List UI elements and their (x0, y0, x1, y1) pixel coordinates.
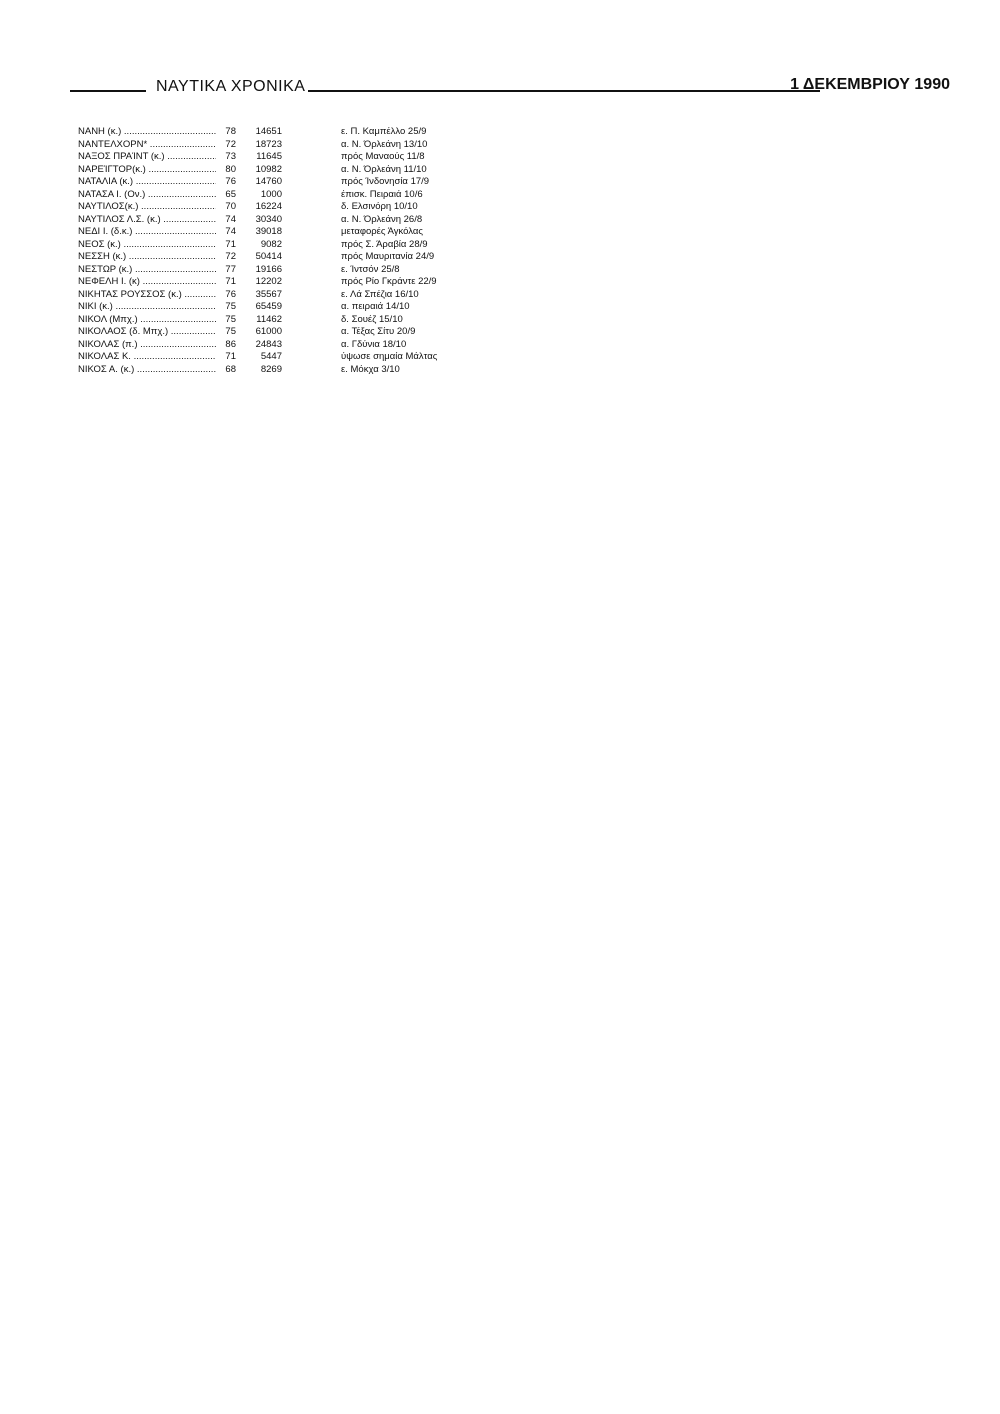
ship-tonnage: 9082 (260, 238, 282, 250)
ship-position-note: πρός Μαναούς 11/8 (341, 151, 425, 162)
ship-name: ΝΕΟΣ (κ.) ..... (78, 239, 216, 252)
ship-name: ΝΕΦΕΛΗ Ι. (κ) ..... (78, 276, 216, 289)
ship-name: ΝΙΚΗΤΑΣ ΡΟΥΣΣΟΣ (κ.) ..... (78, 289, 216, 302)
ship-row (78, 364, 288, 377)
ship-name: ΝΑΞΟΣ ΠΡΑΊΝΤ (κ.) ..... (78, 151, 216, 164)
ship-position-note: ύψωσε σημαία Μάλτας (341, 351, 438, 362)
ship-row (78, 226, 288, 239)
ship-position-note: α. Ν. Όρλεάνη 11/10 (341, 163, 427, 175)
ship-tonnage: 39018 (255, 226, 282, 237)
ship-tonnage: 1000 (260, 188, 282, 200)
ship-name: ΝΙΚΙ (κ.) ..... (78, 301, 216, 314)
ship-name: ΝΑΝΤΕΛΧΟΡΝ* ..... (78, 139, 216, 152)
ship-name: ΝΙΚΟΛ (Μπχ.) ..... (78, 314, 216, 327)
ship-year: 74 (225, 213, 236, 225)
ship-name: ΝΕΣΤΩΡ (κ.) ..... (78, 264, 216, 277)
ship-position-note: πρός Ρίο Γκράντε 22/9 (341, 276, 437, 287)
ship-position-note: πρός Μαυριτανία 24/9 (341, 251, 435, 262)
ship-tonnage: 5447 (260, 351, 282, 362)
ship-year: 78 (225, 126, 236, 137)
ship-name: ΝΑΥΤΙΛΟΣ Λ.Σ. (κ.) ..... (78, 214, 216, 227)
ship-tonnage: 50414 (255, 251, 282, 262)
ship-notes-left (341, 126, 501, 376)
ship-tonnage: 61000 (255, 326, 282, 337)
ship-position-note: έπισκ. Πειραιά 10/6 (341, 188, 423, 200)
ship-year: 77 (225, 263, 236, 275)
ship-name: ΝΕΣΣΗ (κ.) ..... (78, 251, 216, 264)
ship-year: 68 (225, 363, 236, 375)
ship-position-note: α. Ν. Όρλεάνη 26/8 (341, 213, 423, 225)
ship-year: 70 (225, 201, 236, 212)
issue-date: 1 ΔΕΚΕΜΒΡΙΟΥ 1990 (790, 76, 950, 93)
ship-tonnage: 14760 (255, 176, 282, 187)
ship-tonnage: 11645 (256, 151, 282, 162)
ship-name: ΝΙΚΟΛΑΟΣ (δ. Μπχ.) ..... (78, 326, 216, 339)
ship-row (78, 351, 288, 364)
header-rule-middle (308, 90, 820, 92)
ship-row (78, 189, 288, 202)
ship-year: 72 (225, 251, 236, 262)
ship-row (78, 176, 288, 189)
page-header (70, 78, 950, 102)
ship-tonnage: 19166 (255, 263, 282, 275)
ship-name: ΝΙΚΟΣ Α. (κ.) ..... (78, 364, 216, 377)
ship-row (78, 289, 288, 302)
ship-row (78, 326, 288, 339)
header-rule-left (70, 90, 146, 92)
ship-name: ΝΕΔΙ Ι. (δ.κ.) ..... (78, 226, 216, 239)
ship-row (78, 214, 288, 227)
ship-year: 71 (225, 238, 236, 250)
ship-year: 72 (225, 138, 236, 150)
ship-tonnage: 24843 (255, 338, 282, 350)
ship-position-note: α. πειραιά 14/10 (341, 301, 410, 312)
ship-row (78, 264, 288, 277)
ship-name: ΝΑΤΑΣΑ Ι. (Ον.) ..... (78, 189, 216, 202)
ship-position-note: α. Τέξας Σίτυ 20/9 (341, 326, 416, 337)
ship-tonnage: 8269 (260, 363, 282, 375)
ship-tonnage: 10982 (255, 163, 282, 175)
ship-position-note: δ. Σουέζ 15/10 (341, 313, 403, 325)
ship-position-note: πρός Σ. Άραβία 28/9 (341, 238, 428, 250)
ship-position-note: ε. Λά Σπέζια 16/10 (341, 288, 419, 300)
ship-year: 86 (225, 338, 236, 350)
ship-position-note: ε. Ίντσόν 25/8 (341, 263, 400, 275)
ship-tonnage: 14651 (255, 126, 282, 137)
ship-row (78, 239, 288, 252)
ship-name: ΝΑΝΗ (κ.) ..... (78, 126, 216, 139)
ship-row (78, 164, 288, 177)
ship-listing-left (78, 126, 288, 376)
ship-position-note: ε. Π. Καμπέλλο 25/9 (341, 126, 427, 137)
ship-position-note: πρός Ίνδονησία 17/9 (341, 176, 430, 187)
ship-year: 80 (225, 163, 236, 175)
ship-year: 76 (225, 288, 236, 300)
ship-position-note: ε. Μόκχα 3/10 (341, 363, 400, 375)
ship-row (78, 314, 288, 327)
ship-year: 75 (225, 313, 236, 325)
ship-year: 71 (225, 351, 236, 362)
ship-row (78, 126, 288, 139)
ship-tonnage: 12202 (255, 276, 282, 287)
ship-year: 75 (225, 301, 236, 312)
ship-position-note: α. Ν. Όρλεάνη 13/10 (341, 138, 428, 150)
ship-position-note: α. Γδύνια 18/10 (341, 338, 407, 350)
ship-year: 74 (225, 226, 236, 237)
ship-row (78, 301, 288, 314)
ship-name: ΝΙΚΟΛΑΣ (π.) ..... (78, 339, 216, 352)
ship-year: 73 (225, 151, 236, 162)
ship-tonnage: 65459 (255, 301, 282, 312)
ship-position-note: δ. Ελσινόρη 10/10 (341, 201, 418, 212)
ship-name: ΝΑΥΤΙΛΟΣ(κ.) ..... (78, 201, 216, 214)
ship-row (78, 139, 288, 152)
ship-row (78, 251, 288, 264)
ship-year: 71 (225, 276, 236, 287)
ship-name: ΝΑΤΑΛΙΑ (κ.) ..... (78, 176, 216, 189)
ship-year: 75 (225, 326, 236, 337)
ship-tonnage: 35567 (255, 288, 282, 300)
ship-tonnage: 11462 (256, 313, 282, 325)
ship-tonnage: 30340 (255, 213, 282, 225)
ship-position-note: μεταφορές Άγκόλας (341, 226, 423, 237)
ship-row (78, 201, 288, 214)
ship-name: ΝΙΚΟΛΑΣ Κ. ..... (78, 351, 216, 364)
ship-tonnage: 16224 (255, 201, 282, 212)
publication-name: ΝΑΥΤΙΚΑ ΧΡΟΝΙΚΑ (156, 78, 306, 95)
ship-year: 65 (225, 188, 236, 200)
ship-name: ΝΑΡΕΊΓΤΟΡ(κ.) ..... (78, 164, 216, 177)
ship-row (78, 276, 288, 289)
ship-year: 76 (225, 176, 236, 187)
ship-row (78, 151, 288, 164)
ship-row (78, 339, 288, 352)
ship-tonnage: 18723 (255, 138, 282, 150)
